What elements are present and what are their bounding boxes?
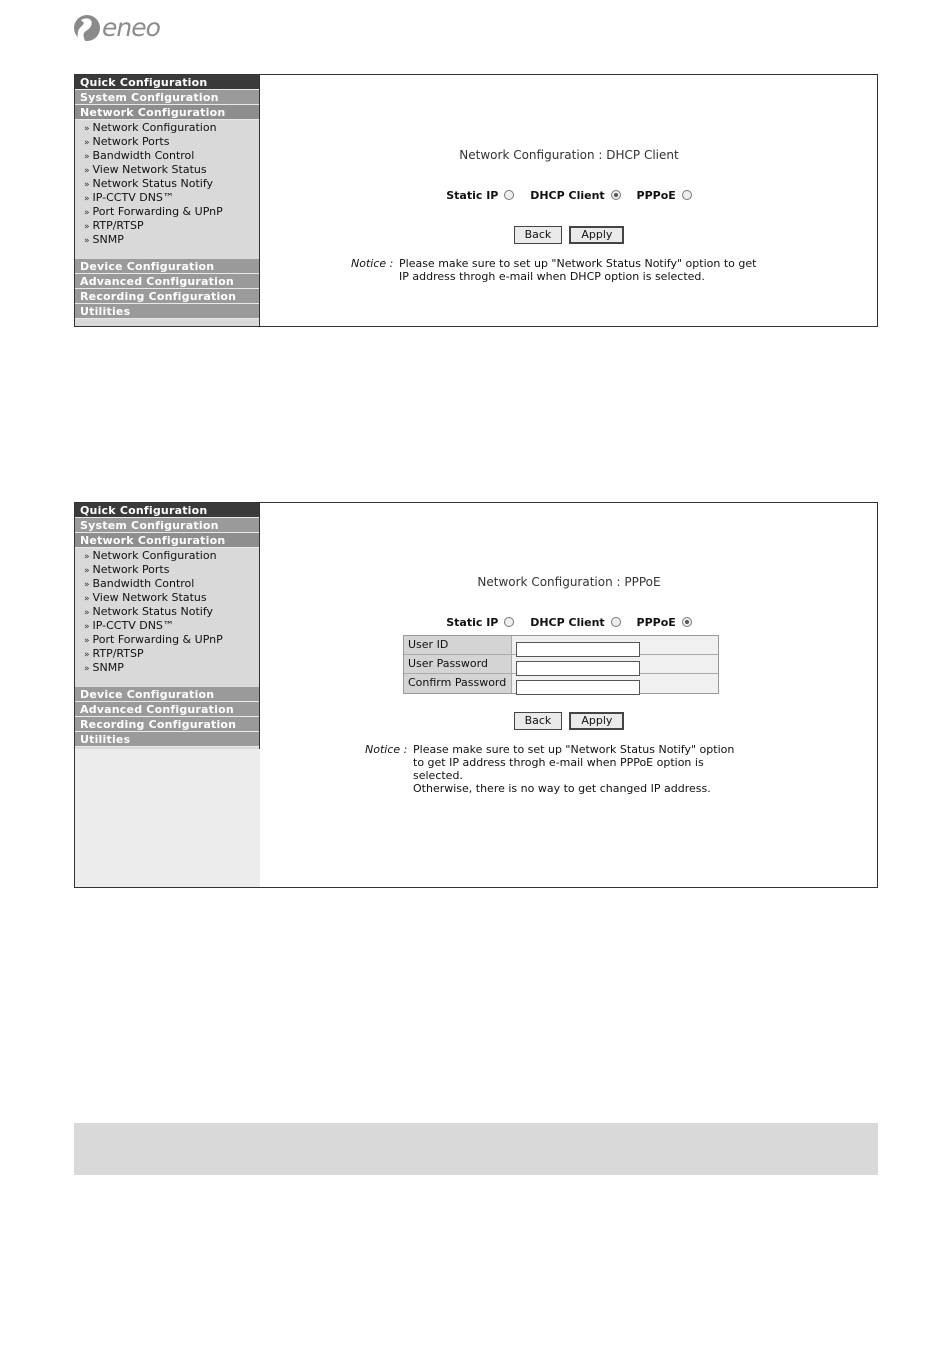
double-chevron-bullet-icon: » bbox=[84, 664, 90, 674]
sidebar-item-ip-cctv-dns[interactable]: » IP-CCTV DNS™ bbox=[84, 191, 174, 204]
pppoe-radio[interactable] bbox=[682, 190, 692, 200]
notice-label: Notice : bbox=[365, 743, 408, 756]
eneo-logo-icon bbox=[72, 10, 104, 50]
menu-advanced-configuration[interactable]: Advanced Configuration bbox=[75, 702, 259, 717]
pppoe-config-panel bbox=[74, 502, 878, 888]
network-submenu bbox=[75, 120, 259, 259]
table-row bbox=[404, 674, 718, 693]
sidebar-item-port-forwarding[interactable]: » Port Forwarding & UPnP bbox=[84, 205, 223, 218]
notice-line-2: IP address throgh e-mail when DHCP option is selected. bbox=[399, 270, 705, 283]
apply-button[interactable]: Apply bbox=[569, 226, 624, 244]
sidebar-item-snmp[interactable]: » SNMP bbox=[84, 233, 124, 246]
notice-line-1: Please make sure to set up "Network Status Notify" option bbox=[413, 743, 735, 756]
sidebar-item-snmp[interactable]: » SNMP bbox=[84, 661, 124, 674]
pppoe-content bbox=[261, 503, 877, 887]
network-submenu bbox=[75, 548, 259, 687]
table-row bbox=[404, 655, 718, 674]
notice-line-4: Otherwise, there is no way to get changed IP address. bbox=[413, 782, 711, 795]
back-button[interactable]: Back bbox=[514, 712, 563, 730]
sidebar-item-network-status-notify[interactable]: » Network Status Notify bbox=[84, 177, 214, 190]
menu-quick-configuration[interactable]: Quick Configuration bbox=[75, 75, 259, 90]
user-id-label: User ID bbox=[404, 636, 512, 654]
menu-system-configuration[interactable]: System Configuration bbox=[75, 518, 259, 533]
menu-advanced-configuration[interactable]: Advanced Configuration bbox=[75, 274, 259, 289]
menu-recording-configuration[interactable]: Recording Configuration bbox=[75, 289, 259, 304]
option-pppoe[interactable]: PPPoE bbox=[637, 189, 692, 202]
double-chevron-bullet-icon: » bbox=[84, 580, 90, 590]
double-chevron-bullet-icon: » bbox=[84, 236, 90, 246]
page-title: Network Configuration : DHCP Client bbox=[459, 148, 679, 162]
notice-line-3: selected. bbox=[413, 769, 463, 782]
sidebar-item-network-ports[interactable]: » Network Ports bbox=[84, 135, 170, 148]
double-chevron-bullet-icon: » bbox=[84, 222, 90, 232]
connection-type-options bbox=[261, 616, 877, 629]
double-chevron-bullet-icon: » bbox=[84, 594, 90, 604]
notice-label: Notice : bbox=[351, 257, 394, 270]
option-static-ip[interactable]: Static IP bbox=[446, 189, 514, 202]
menu-network-configuration[interactable]: Network Configuration bbox=[75, 105, 259, 120]
pppoe-radio[interactable] bbox=[682, 617, 692, 627]
option-dhcp-client[interactable]: DHCP Client bbox=[530, 189, 620, 202]
static-ip-radio[interactable] bbox=[504, 190, 514, 200]
sidebar-item-view-network-status[interactable]: » View Network Status bbox=[84, 591, 207, 604]
sidebar-item-network-ports[interactable]: » Network Ports bbox=[84, 563, 170, 576]
user-password-label: User Password bbox=[404, 655, 512, 673]
double-chevron-bullet-icon: » bbox=[84, 138, 90, 148]
page-title: Network Configuration : PPPoE bbox=[477, 575, 661, 589]
dhcp-client-radio[interactable] bbox=[611, 190, 621, 200]
action-buttons bbox=[261, 709, 877, 730]
eneo-logo bbox=[72, 8, 182, 52]
menu-recording-configuration[interactable]: Recording Configuration bbox=[75, 717, 259, 732]
sidebar-item-network-configuration[interactable]: » Network Configuration bbox=[84, 121, 217, 134]
menu-system-configuration[interactable]: System Configuration bbox=[75, 90, 259, 105]
sidebar-item-network-status-notify[interactable]: » Network Status Notify bbox=[84, 605, 214, 618]
option-pppoe[interactable]: PPPoE bbox=[637, 616, 692, 629]
sidebar-item-ip-cctv-dns[interactable]: » IP-CCTV DNS™ bbox=[84, 619, 174, 632]
logo-text: eneo bbox=[102, 13, 160, 42]
sidebar-item-port-forwarding[interactable]: » Port Forwarding & UPnP bbox=[84, 633, 223, 646]
dhcp-content bbox=[261, 75, 877, 326]
double-chevron-bullet-icon: » bbox=[84, 166, 90, 176]
static-ip-radio[interactable] bbox=[504, 617, 514, 627]
dhcp-config-panel bbox=[74, 74, 878, 327]
notice-line-1: Please make sure to set up "Network Status Notify" option to get bbox=[399, 257, 757, 270]
apply-button[interactable]: Apply bbox=[569, 712, 624, 730]
notice-line-2: to get IP address throgh e-mail when PPPoE option is bbox=[413, 756, 704, 769]
sidebar-item-rtp-rtsp[interactable]: » RTP/RTSP bbox=[84, 219, 144, 232]
menu-device-configuration[interactable]: Device Configuration bbox=[75, 687, 259, 702]
notice bbox=[365, 743, 785, 799]
double-chevron-bullet-icon: » bbox=[84, 194, 90, 204]
sidebar-item-view-network-status[interactable]: » View Network Status bbox=[84, 163, 207, 176]
double-chevron-bullet-icon: » bbox=[84, 208, 90, 218]
sidebar-menu bbox=[75, 75, 260, 326]
pppoe-credentials-table bbox=[403, 635, 719, 694]
sidebar-menu bbox=[75, 503, 260, 887]
menu-utilities[interactable]: Utilities bbox=[75, 732, 259, 747]
dhcp-client-radio[interactable] bbox=[611, 617, 621, 627]
option-dhcp-client[interactable]: DHCP Client bbox=[530, 616, 620, 629]
double-chevron-bullet-icon: » bbox=[84, 636, 90, 646]
option-static-ip[interactable]: Static IP bbox=[446, 616, 514, 629]
double-chevron-bullet-icon: » bbox=[84, 622, 90, 632]
double-chevron-bullet-icon: » bbox=[84, 566, 90, 576]
sidebar-item-rtp-rtsp[interactable]: » RTP/RTSP bbox=[84, 647, 144, 660]
notice bbox=[351, 257, 791, 287]
menu-device-configuration[interactable]: Device Configuration bbox=[75, 259, 259, 274]
sidebar-empty-area bbox=[75, 749, 260, 887]
double-chevron-bullet-icon: » bbox=[84, 650, 90, 660]
footer-gray-bar bbox=[74, 1123, 878, 1175]
double-chevron-bullet-icon: » bbox=[84, 180, 90, 190]
double-chevron-bullet-icon: » bbox=[84, 124, 90, 134]
menu-utilities[interactable]: Utilities bbox=[75, 304, 259, 319]
sidebar-item-network-configuration[interactable]: » Network Configuration bbox=[84, 549, 217, 562]
double-chevron-bullet-icon: » bbox=[84, 552, 90, 562]
double-chevron-bullet-icon: » bbox=[84, 608, 90, 618]
menu-network-configuration[interactable]: Network Configuration bbox=[75, 533, 259, 548]
confirm-password-input[interactable] bbox=[516, 680, 640, 695]
action-buttons bbox=[261, 223, 877, 244]
double-chevron-bullet-icon: » bbox=[84, 152, 90, 162]
back-button[interactable]: Back bbox=[514, 226, 563, 244]
table-row bbox=[404, 636, 718, 655]
confirm-password-label: Confirm Password bbox=[404, 674, 512, 693]
menu-quick-configuration[interactable]: Quick Configuration bbox=[75, 503, 259, 518]
connection-type-options bbox=[261, 189, 877, 202]
sidebar-item-bandwidth-control[interactable]: » Bandwidth Control bbox=[84, 577, 195, 590]
sidebar-item-bandwidth-control[interactable]: » Bandwidth Control bbox=[84, 149, 195, 162]
